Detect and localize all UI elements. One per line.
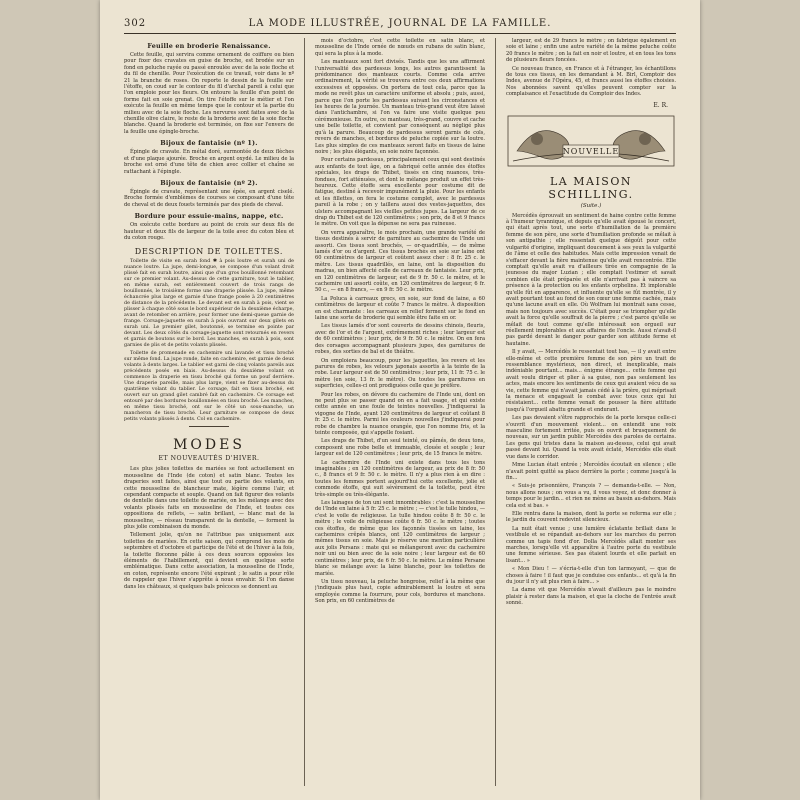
section-title: MODES [173, 437, 245, 454]
section-heading: Bordure pour essuie-mains, nappe, etc. [134, 212, 284, 221]
paragraph: Épingle de cravate, représentant une épée, en argent ciselé. Broche formée d'emblèmes de courses se composant d'une tête de cheval et de deux fouets terminés par des pieds de cheval. [124, 188, 294, 208]
paragraph: Mercédès éprouvait un sentiment de haine contre cette femme à l'humeur tyrannique, et depuis qu'elle avait épousé le concert, qui était après tout, une sorte d'humiliation de la première femme de son père, une sorte d'humiliation profonde se mêlait à son antipathie ; elle ressentait quelque dégoût pour cette vulgarité d'origine, impliquant doucement à ses yeux la vulgarité de l'âme et celle des habitudes. Mais cette impression venait de s'effacer devant la fière maintenue qu'elle avait rencontrée. Elle comptait qu'elle avait vu d'ailleurs tirée en compagnie de la jeunesse du major Luzian ; elle comptait l'estimer et savait combien elle était préparée et elle n'arrivait pas à vaincre sa présence à la protection ou les enfants orphelins. Et implorable qu'elle fût en apparence, et influente qu'elle se fût montrée, il y avait pourtant tout au fond de son cœur une femme cachée, mais qu'une lacune avait en elle. Où Wolfram lui montrait sans cesse, mais non toujours avec succès. C'était pour se triompher qu'elle avait la force qu'elle souffrait de la pierre ; c'est parce qu'elle se mêlait de tout comme qu'elle intéressait son orgueil sur réellement implorables et aux affaires de l'oncle. Aussi n'avait-il pas gardé devant le danger pour garder son attitude ferme et hautaine. [506, 212, 676, 347]
column-left [124, 38, 294, 786]
paragraph: Toilette de promenade en cachemire uni lavande et tissu broché sur même fond. La jupe ronde, faite en cachemire, est garnie de deux volants à dents larges. Le tablier est garni de cinq volants pareils aux précédents posés en biais. Au-dessus du deuxième volant on commence la draperie en tissu broché qui forme un pouf derrière. Une draperie pareille, mais plus large, vient se fixer au-dessus du quatrième volant du tablier. Le corsage, fait en tissu broché, est ouvert sur un grand gilet cambré fait en cachemire. Ce corsage est entouré par des bordures bouillonnées en tissu broché. Les manches, en même tissu broché, ont sur le côté un sous-manche, un mancheron de tissu broché. Leur garniture se compose de deux petits volants plissés à dents. Col en cachemire. [124, 351, 294, 423]
paragraph: Épingle de cravate. En métal doré, surmontée de deux flèches et d'une plaque ajourée. Broche en argent oxydé. Le milieu de la broche est orné d'une tête de chien avec collier et chaîne se rattachant à l'épingle. [124, 149, 294, 175]
header-rule [124, 33, 676, 34]
newspaper-page [100, 0, 700, 800]
section-heading: Bijoux de fantaisie (nº 2). [160, 178, 258, 187]
paragraph: largeur, est de 29 francs le mètre ; on fabrique également en soie et laine ; enfin une autre variété de la même peluche coûte 20 francs le mètre ; on la fait en noir et loutre, et en tous les tons de plusieurs fleurs foncées. [506, 38, 676, 64]
vignette-figure-left [531, 133, 543, 145]
paragraph: Les pas devaient s'être rapprochés de la porte lorsque celle-ci s'ouvrit d'un mouvement violent... on entendit une voix masculine fortement irritée, puis on ouvrit et brusquement de nouveau, sur un jardin public Mercédès des paroles de certains. Les gens qui tristes dans la maison au-dessus, celui qui avait passé devant lui. Quand la voix avait éclaté, Mercédès elle était vue dans le corridor. [506, 415, 676, 460]
story-title: LA MAISON SCHILLING. [548, 174, 634, 201]
paragraph: Cette feuille, qui servira comme ornement de coiffure ou bien pour fixer des cravates en guise de broche, est brodée sur un fond en peluche rayée ou passé enroulée avec de la soie floche et du fil de chenille. Pour l'exécution de ce travail, voir dans le nº 21 la branche de roses. On reporte le dessin de la feuille sur l'étoffe, on coud sur le contour du fil d'archal pareil à celui que l'on emploie pour les fleurs. On entoure la feuille d'un point de forme fait en soie grenat. On tire l'étoffe sur le métier et l'on exécute la feuille en même temps que le contour et la partie du milieu avec de la soie floche. Les nervures sont faites avec de la chenille olive claire, le reste de la broderie avec de la soie floche blanche. Quand la broderie est terminée, on fixe sur l'envers de la feuille une épingle-broche. [124, 52, 294, 135]
paragraph: Ce nouveau franco, en France et à l'étranger, les échantillons de tous ces tissus, en les demandant à M. Birl, Comptoir des Indes, avenue de l'Opéra, 45, et francs aussi les étoffes choisies. Nos abonnées savent qu'elles peuvent compter sur la complaisance et l'exactitude du Comptoir des Indes. [506, 65, 676, 98]
paragraph: La nuit était venue ; une lumière éclatante brillait dans le vestibule et se répandait au-dehors sur les marches du perron comme un tapis fond d'or. Dolla Mercédès allait monter ses marches, lorsqu'elle vit apparaître à l'autre porte du vestibule une femme sérieuse. Ses pas étaient lourds et elle parlait en lisant... » [506, 525, 676, 564]
divider [189, 426, 229, 427]
column-rule [495, 38, 496, 786]
vignette-ornament-right [613, 130, 665, 159]
column-right [506, 38, 676, 786]
section-subtitle: ET NOUVEAUTÉS D'HIVER. [158, 455, 260, 463]
vignette-ornament-left [517, 130, 569, 159]
running-header [124, 18, 676, 32]
paragraph: Les tissus lamés d'or sont couverts de dessins chinois, fleuris, avec de l'or et de l'argent, extrêmement riches ; leur largeur est de 60 centimètres ; leur prix, de 9 fr. 50 c. le mètre. On en fera des corsages accompagnant plusieurs jupes, des garnitures de robes, des sorties de bal et de théâtre. [315, 323, 485, 356]
section-heading: Feuille en broderie Renaissance. [147, 42, 271, 50]
paragraph: On emploiera beaucoup, pour les jaquettes, les revers et les parures de robes, les velours japonais assortis à la teinte de la robe. Leur largeur est de 50 centimètres ; leur prix, 11 fr. 75 c. le mètre (en soie, 13 fr. le mètre). Ou toutes les garnitures en superficies, celles-ci ont prodiguées celle que je préfère. [315, 357, 485, 390]
paragraph: Tellement jolie, qu'on ne l'attribue pas uniquement aux toilettes de mariées. En cette saison, qui comprend les mois de septembre et d'octobre et participe de l'été et de l'hiver à la fois, la toilette floconne pâlie à ces deux sources opposées les éléments de l'habillement, qui devient en quelque sorte emblématique. Dans cette association, la mousseline de l'Inde, en coton, représente encore l'été expirant ; le satin a pour rôle de rappeler que l'hiver s'apprête à nous envahir. Si l'on danse dans les châteaux, si quelques bals précoces se donnent au [124, 532, 294, 590]
paragraph: Mme Lucian était entrée ; Mercédès écoutait en silence ; elle n'avait point quitté sa place derrière la porte ; comme jusqu'à la fin... [506, 462, 676, 481]
paragraph: Elle rentra dans la maison, dont la porte se referma sur elle ; le jardin du couvent redevint silencieux. [506, 510, 676, 524]
paragraph: On verra apparaître, le mois prochain, une grande variété de tissus destinés à servir de garniture au cachemire de l'Inde uni assorti. Ces tissus sont brochés, — or-quadrillés, — de même lamés d'or ou d'argent. Ces tissus brochés en soie sur laine ont 60 centimètres de largeur et coûtent assez cher : 8 fr. 25 c. le mètre. Les tissus quadrillés, en laine, ont la disposition du madras, un bien affecté celle de carreaux de fantaisie. Leur prix, en 120 centimètres de largeur, est de 9 fr. 50 c. le mètre, et le cachemire uni assorti coûte, en 120 centimètres de largeur, 6 fr. 50 c., — en 8 francs, — en 9 fr. 50 c. le mètre. [315, 229, 485, 294]
paragraph: Les lainages de ton uni sont innombrables : c'est la mousseline de l'Inde en laine à 5 fr. 25 c. le mètre ; — c'est le tulle hindou, — c'est le voile de religieuse. Le tulle hindou coûte 8 fr. 50 c. le mètre ; le voile de religieuse coûte 6 fr. 50 c. le mètre ; toutes ces étoffes, de même que les façonnés tissées en laine, les cachemires crêpés blancs, ont 120 centimètres de largeur ; mêmes tissus en soie. Mais je réserve une mention particulière aux jolis Persans : mate qui se mélangeront avec du cachemire noir uni ou bien avec de la soie noire ; leur largeur est de 60 centimètres ; leur prix, de 6 fr. 50 c. le mètre. Le même Persane blanc se mélange avec la laine blanche, pour les toilettes de mariée. [315, 500, 485, 577]
paragraph: La Poluca à carreaux grecs, en soie, sur fond de laine, a 60 centimètres de largeur et coûte 7 francs le mètre. À disposition en est charmante : les carreaux en relief forment sur le fond en laine une sorte de broderie qui semble être faite en or. [315, 295, 485, 322]
paragraph: Il y avait, — Mercédès le ressentait tout bas, — il y avait entre elle-même et cette première femme de son père un trait de ressemblance mystérieux, non direct, et inexplicable, mais indéniable pourtant... mais... énigme étrange... cette femme qui avait voulu diriger et plier à sa guise, non pas seulement les actes, mais encore les sentiments de ceux qui avaient vécu de sa vie, cette femme qui n'avait jamais cédé à la prière, qui méprisait la menace et engageait le combat avec tous ceux qui lui résistaient... cette femme venait de pousser la fière attitude jusqu'à l'orgueil abattu grande et endurant. [506, 349, 676, 413]
paragraph: Les manteaux sont fort divisés. Tandis que les uns affirment l'universalité des pardessus longs, les autres garantissent la prédominance des manteaux courts. Comme cela arrive ordinairement, la vérité se trouvera entre ces deux affirmations excessives et opposées. On portera de tout cela, parce que la mode ne revêt plus un caractère uniforme et absolu ; puis, aussi, parce que l'on porte les pardessus suivant les circonstances et les heures de la journée. Un manteau très-grand veut être laissé dans l'antichambre, si l'on va faire une visite quelque peu cérémonieuse. En outre, ce manteau, très-grand, couvre et cache une belle toilette, et convient par conséquent au négligé plus qu'à la parure. Beaucoup de pardessus seront garnis de cols, revers de manches, et bordures de peluche copiée sur la loutre. Les plus simples de ces manteaux seront faits en tissus de laine noire ; les plus élégants, en soie noire façonnée. [315, 59, 485, 155]
journal-title: LA MODE ILLUSTRÉE, JOURNAL DE LA FAMILLE. [248, 18, 552, 29]
paragraph: On exécute cette bordure au point de croix sur deux fils de hauteur et deux fils de largeur de la toile avec du coton bleu et du coton rouge. [124, 222, 294, 241]
paragraph: Pour certains pardessus, principalement ceux qui sont destinés aux enfants de tout âge, on a fabriqué cette année des étoffes spéciales, les draps de Thibet, tissés en cinq nuances, très-fondues, fort atténuées, et dont le mélange produit un effet très-heureux. Cette étoffe sera excellente pour costume dit de fatigue, destiné à recevoir impunément la pluie. Pour les enfants et les fillettes, on fera le costume complet, avec le pardessus pareil à la robe ; on y taillera aussi des vestes-jaquettes, des ulsters accompagnant les vieilles petites jupes. La largeur de ce drap du Thibet est de 120 centimètres ; son prix, de 8 et 9 francs le mètre. On voit que la dépense ne sera pas ruineuse. [315, 157, 485, 228]
column-middle [315, 38, 485, 786]
paragraph: Pour les robes, on dévore du cachemire de l'Inde uni, dont on ne peut plus se passer quand on en a fait usage, et qui existe cette année en une foule de teintes nouvelles. J'indiquerai la vigogne de l'Inde, ayant 120 centimètres de largeur et coûtant 8 fr. 25 c. le mètre. Parmi les couleurs nouvelles j'indiquerai pour robe de chambre la nuance orangée, que l'on nomme fris, et la teinte composée, qui s'appelle fosiant. [315, 391, 485, 436]
section-heading: DESCRIPTION DE TOILETTES. [134, 247, 284, 257]
paragraph: La dame vit que Mercédès n'avait d'ailleurs pas le moindre plaisir à rester dans la maison, et que la cloche de l'entrée avait sonné. [506, 587, 676, 607]
vignette-figure-right [639, 133, 651, 145]
paragraph: Un tissu nouveau, la peluche hongroise, relief à la même que j'indiquais plus haut, copie admirablement la loutre et sera employée comme la fourrure, pour cols, bordures et manchons. Son prix, en 60 centimètres de [315, 578, 485, 605]
paragraph: « Mon Dieu ! — s'écria-t-elle d'un ton larmoyant, — que de choses à faire ! il faut que je conduise ces enfants... et qu'à la fin du jour il n'y ait plus rien à faire... » [506, 566, 676, 585]
nouvelle-vignette [507, 115, 675, 167]
story-subtitle: (Suite.) [580, 202, 602, 209]
page-number: 302 [124, 18, 147, 29]
paragraph: mois d'octobre, c'est cette toilette en satin blanc, et mousseline de l'Inde ornée de nœuds en rubans de satin blanc, qui sera la plus à la mode. [315, 38, 485, 57]
paragraph: Le cachemire de l'Inde uni existe dans tous les tons imaginables ; en 120 centimètres de largeur, au prix de 8 fr. 50 c., 8 francs et 9 fr. 50 c. le mètre. Il n'y a plus rien à en dire : toutes les femmes portent aujourd'hui cette excellente, jolie et commode étoffe, qui suit sévèrement de la toilette, peut être très-simple ou très-élégante. [315, 459, 485, 498]
section-heading: Bijoux de fantaisie (nº 1). [160, 139, 258, 148]
paragraph: Toilette de visite en surah fond ✱ à pois loutre et surah uni de nuance loutre. La jupe, demi-longue, se compose d'un volant droit plissé fait en surah loutre, ainsi que d'un gros bouillonné retombant sur ce premier volant. Au-dessus de cette garniture, tout le tablier, en même surah, est entièrement couvert de trois rangs de bouillonnés, le troisième forme une draperie plissée. La jupe, même échancrée plus large et garnie d'une frange posée à 20 centimètres de distance de la précédente. Le devant est en surah à pois, vient se plisser à chaque côté sous le bord supérieur de la deuxième écharpe, avant de retomber en arrière, pour former une demi-queue garnie de frange. Corsage-jaquette en surah à pois ouvrant sur deux gilets en surah uni. Le premier gilet, boutonné, se termine en pointe par devant. Les deux côtés du corsage-jaquette sont retournés en revers et garnis de boutons sur le bord. Les manches, en surah à pois, sont garnies de plis et de petits volants plissés. [124, 259, 294, 349]
signature: E. R. [653, 101, 668, 109]
vignette-label: NOUVELLE [562, 146, 620, 156]
paragraph: Les plus jolies toilettes de mariées se font actuellement en mousseline de l'Inde (de coton) et satin blanc. Toutes les draperies sont faites, ainsi que tout ou partie des volants, en cette mousseline de blancheur mate, légère comme l'air, et cependant compacte et souple. Quand on fait figurer des volants de dentelle dans une toilette de mariée, on les mélange avec des volants plissés faits en mousseline de l'Inde, et toutes ces oppositions de reflets, — satin brillant, — blanc mat de la mousseline, — réseau transparent de la dentelle, — forment la plus jolie combinaison du monde. [124, 466, 294, 530]
paragraph: Les draps de Thibet, d'un seul teinté, ou pâmés, de deux tons, composent une robe belle et immuable, clouée et souple ; leur largeur est de 120 centimètres ; leur prix, de 15 francs le mètre. [315, 438, 485, 458]
column-rule [304, 38, 305, 786]
paragraph: « Suis-je prisonnière, François ? — demanda-t-elle. — Non, nous allons nous ; on vous a vu, il vous voyez, et donc donner à temps pour le jardin... et rien ne mène au bassin au-dehors. Mais cela est si bas. » [506, 483, 676, 509]
